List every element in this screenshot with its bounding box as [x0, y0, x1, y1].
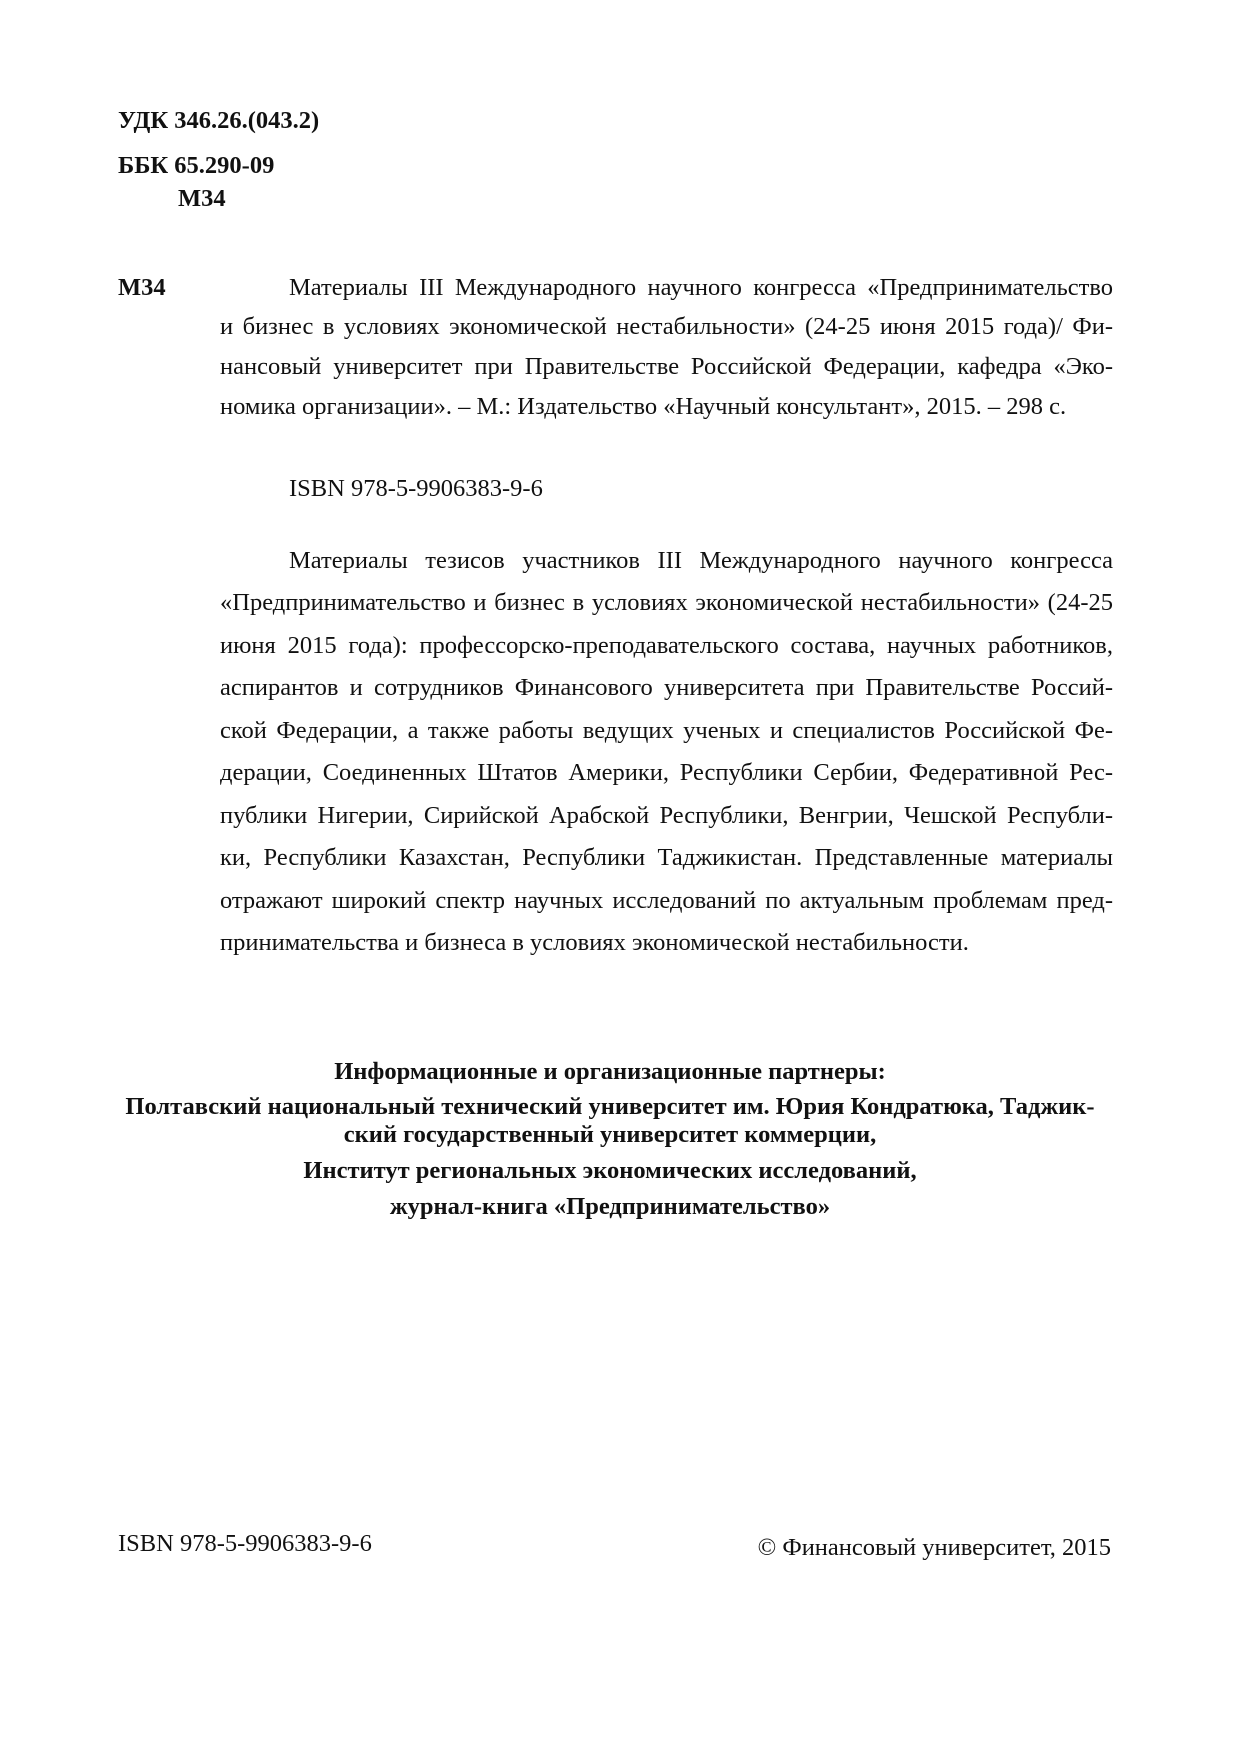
abstract-line: «Предпринимательство и бизнес в условиях экономической нестабильности» (24-25 — [220, 589, 1113, 616]
abstract-line: Материалы тезисов участников III Международного научного конгресса — [289, 547, 1113, 574]
abstract-line: аспирантов и сотрудников Финансового университета при Правительстве Россий- — [220, 674, 1113, 701]
partners-line: Институт региональных экономических исследований, — [303, 1157, 917, 1184]
entry-line: и бизнес в условиях экономической нестабильности» (24-25 июня 2015 года)/ Фи- — [220, 313, 1113, 340]
entry-line: номика организации». – М.: Издательство «Научный консультант», 2015. – 298 с. — [220, 393, 1067, 420]
abstract-line: отражают широкий спектр научных исследований по актуальным проблемам пред- — [220, 887, 1113, 914]
entry-line: нансовый университет при Правительстве Российской Федерации, кафедра «Эко- — [220, 353, 1113, 380]
partners-heading: Информационные и организационные партнеры: — [334, 1058, 886, 1085]
abstract-line: дерации, Соединенных Штатов Америки, Республики Сербии, Федеративной Рес- — [220, 759, 1113, 786]
author-mark: М34 — [178, 185, 226, 212]
abstract-line: июня 2015 года): профессорско-преподавательского состава, научных работников, — [220, 632, 1113, 659]
entry-mark: М34 — [118, 274, 166, 301]
abstract-line: ской Федерации, а также работы ведущих ученых и специалистов Российской Фе- — [220, 717, 1113, 744]
udk-code: УДК 346.26.(043.2) — [118, 107, 320, 134]
partners-line: журнал-книга «Предпринимательство» — [389, 1193, 831, 1220]
partners-line: Полтавский национальный технический университет им. Юрия Кондратюка, Таджик- — [125, 1093, 1095, 1120]
abstract-line: ки, Республики Казахстан, Республики Таджикистан. Представленные материалы — [220, 844, 1113, 871]
abstract-line: публики Нигерии, Сирийской Арабской Республики, Венгрии, Чешской Республи- — [220, 802, 1113, 829]
entry-isbn: ISBN 978-5-9906383-9-6 — [289, 475, 543, 502]
entry-line: Материалы III Международного научного конгресса «Предпринимательство — [289, 274, 1113, 301]
partners-line: ский государственный университет коммерции, — [343, 1121, 877, 1148]
copyright: © Финансовый университет, 2015 — [757, 1534, 1111, 1561]
bbk-code: ББК 65.290-09 — [118, 152, 275, 179]
footer-isbn: ISBN 978-5-9906383-9-6 — [118, 1530, 372, 1557]
abstract-line: принимательства и бизнеса в условиях экономической нестабильности. — [220, 929, 969, 956]
